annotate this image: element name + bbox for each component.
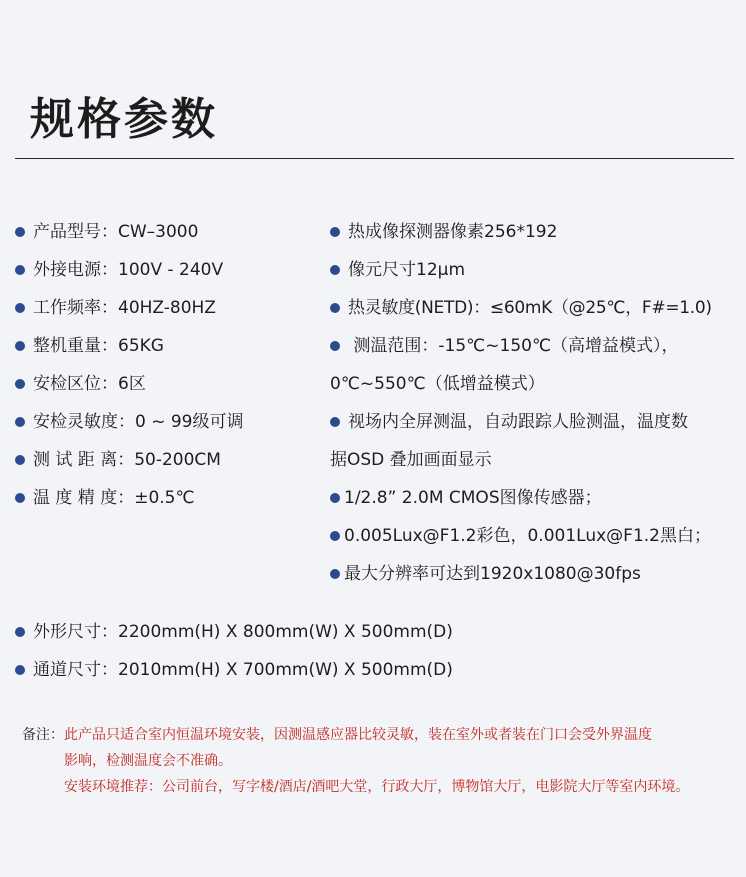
bullet-icon [330, 417, 340, 427]
page-title: 规格参数 [30, 94, 218, 145]
title-divider [15, 158, 734, 159]
spec-resolution: 最大分辨率可达到1920x1080@30fps [330, 562, 641, 586]
note-install-recommendation: 安装环境推荐：公司前台，写字楼/酒店/酒吧大堂，行政大厅，博物馆大厅，电影院大厅等室内环境。 [64, 779, 690, 795]
spec-weight: 整机重量：65KG [15, 334, 164, 358]
spec-thermal-pixels: 热成像探测器像素256*192 [330, 220, 557, 244]
spec-outer-dimensions: 外形尺寸：2200mm(H) X 800mm(W) X 500mm(D) [15, 620, 453, 644]
bullet-icon [15, 417, 25, 427]
spec-temp-accuracy: 温 度 精 度：±0.5℃ [15, 486, 195, 510]
spec-sensitivity: 安检灵敏度：0 ~ 99级可调 [15, 410, 244, 434]
spec-channel-dimensions: 通道尺寸：2010mm(H) X 700mm(W) X 500mm(D) [15, 658, 453, 682]
spec-power: 外接电源：100V - 240V [15, 258, 223, 282]
bullet-icon [330, 227, 340, 237]
note-label: 备注： [22, 727, 64, 743]
spec-zones: 安检区位：6区 [15, 372, 146, 396]
spec-face-tracking-cont: 据OSD 叠加画面显示 [330, 450, 492, 470]
spec-sensor: 1/2.8” 2.0M CMOS图像传感器； [330, 486, 602, 510]
spec-frequency: 工作频率：40HZ-80HZ [15, 296, 216, 320]
spec-face-tracking: 视场内全屏测温，自动跟踪人脸测温，温度数 [330, 410, 688, 434]
bullet-icon [330, 265, 340, 275]
bullet-icon [330, 569, 340, 579]
note-line-2: 影响，检测温度会不准确。 [64, 753, 232, 769]
bullet-icon [15, 379, 25, 389]
spec-netd: 热灵敏度(NETD)：≤60mK（@25℃，F#=1.0) [330, 296, 712, 320]
spec-distance: 测 试 距 离：50-200CM [15, 448, 221, 472]
note-line-1 [22, 722, 689, 748]
bullet-icon [330, 531, 340, 541]
bullet-icon [15, 265, 25, 275]
spec-temp-range: 测温范围：-15℃~150℃（高增益模式）， [330, 334, 679, 358]
spec-lux: 0.005Lux@F1.2彩色，0.001Lux@F1.2黑白； [330, 524, 711, 548]
bullet-icon [15, 341, 25, 351]
bullet-icon [15, 227, 25, 237]
bullet-icon [15, 627, 25, 637]
bullet-icon [15, 455, 25, 465]
bullet-icon [330, 303, 340, 313]
notes-section [22, 722, 689, 800]
bullet-icon [15, 493, 25, 503]
spec-pixel-size: 像元尺寸12μm [330, 258, 465, 282]
bullet-icon [15, 665, 25, 675]
bullet-icon [330, 341, 340, 351]
bullet-icon [330, 493, 340, 503]
spec-temp-range-cont: 0℃~550℃（低增益模式） [330, 374, 545, 394]
note-text: 此产品只适合室内恒温环境安装，因测温感应器比较灵敏，装在室外或者装在门口会受外界温度 [64, 727, 652, 743]
spec-model: 产品型号：CW–3000 [15, 220, 198, 244]
bullet-icon [15, 303, 25, 313]
